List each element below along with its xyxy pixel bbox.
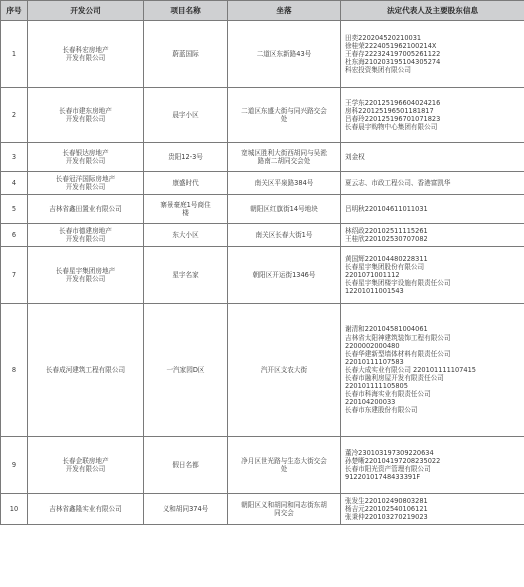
location-cell — [228, 195, 341, 224]
info-cell-line: 王桂欣220102530707082 — [345, 235, 428, 243]
project-cell — [144, 143, 228, 172]
project-cell-line: 晨宇小区 — [172, 110, 199, 119]
project-cell-line: 一汽家园D区 — [166, 365, 205, 374]
row-index: 8 — [1, 304, 28, 437]
developer-cell — [28, 172, 144, 195]
developer-cell — [28, 21, 144, 88]
info-cell-line: 黄国辉220104480228311 — [345, 254, 428, 263]
header-location: 坐落 — [228, 1, 341, 21]
info-cell-line: 杜东海210203195104305274 — [345, 58, 441, 67]
location-cell — [228, 304, 341, 437]
location-cell — [228, 143, 341, 172]
developer-cell-line: 吉林省鑫隆实业有限公司 — [49, 504, 122, 513]
developer-cell-line: 长春冠洋国际房地产 — [55, 174, 116, 183]
project-cell-line: 贵阳12-3号 — [168, 152, 203, 161]
info-cell-line: 长春市东建股份有限公司 — [345, 406, 418, 415]
location-cell — [228, 224, 341, 247]
developer-cell-line: 开发有限公司 — [65, 54, 106, 62]
row-index: 4 — [1, 172, 28, 195]
project-cell-line: 蔚蓝国际 — [172, 49, 199, 58]
location-cell — [228, 437, 341, 494]
developer-cell-line: 长春市建东房地产 — [59, 106, 112, 115]
header-index: 序号 — [1, 1, 28, 21]
info-cell — [341, 224, 524, 247]
location-cell-line: 净月区世光路与生态大街交会 — [241, 456, 327, 465]
info-cell-line: 林绍政220102511115261 — [345, 226, 428, 235]
info-cell-line: 科宏投资集团有限公司 — [345, 66, 411, 75]
info-cell — [341, 494, 524, 525]
row-index: 5 — [1, 195, 28, 224]
table-row — [1, 88, 524, 143]
location-cell — [228, 21, 341, 88]
info-cell-line: 22010111107583 — [345, 357, 404, 366]
developer-cell-line: 长春科宏房地产 — [62, 45, 109, 54]
info-cell — [341, 247, 524, 304]
info-cell-line: 长春华建新型墙体材料有限责任公司 — [345, 349, 451, 358]
location-cell — [228, 88, 341, 143]
project-cell-line: 楼 — [182, 209, 189, 217]
info-cell-line: 夏云志、市政工程公司、香港富凯华 — [345, 178, 451, 187]
info-cell-line: 吕明秋220104611011031 — [345, 204, 428, 213]
project-cell-line: 星宇名家 — [172, 270, 199, 279]
info-cell-line: 长春星宇集团股份有限公司 — [345, 262, 425, 271]
table-row — [1, 195, 524, 224]
table-row — [1, 494, 524, 525]
info-cell-line: 刘金权 — [345, 152, 365, 161]
info-cell-line: 长春星宇集团楼宇设施有限责任公司 — [345, 279, 451, 288]
info-cell — [341, 21, 524, 88]
info-cell-line: 杨吉元220102540106121 — [345, 504, 428, 513]
project-cell — [144, 494, 228, 525]
project-cell — [144, 304, 228, 437]
header-project: 项目名称 — [144, 1, 228, 21]
location-cell-line: 同交会 — [274, 509, 294, 517]
project-cell — [144, 21, 228, 88]
developer-cell — [28, 247, 144, 304]
location-cell-line: 朝阳区开运街1346号 — [252, 270, 316, 279]
developer-cell-line: 开发有限公司 — [65, 183, 106, 191]
info-cell-line: 张发生220102490803281 — [345, 496, 428, 505]
info-cell — [341, 172, 524, 195]
developer-cell-line: 开发有限公司 — [65, 275, 106, 283]
table-row — [1, 437, 524, 494]
location-cell-line: 南关区平泉路384号 — [254, 178, 314, 187]
info-cell-line: 田奕220204520210031 — [345, 33, 422, 42]
info-cell-line: 董冷230103197309220634 — [345, 448, 434, 457]
developer-cell-line: 吉林省鑫田置业有限公司 — [49, 204, 122, 213]
developer-cell-line: 开发有限公司 — [65, 115, 106, 123]
project-cell-line: 寨景豪庭1号商住 — [160, 200, 211, 209]
info-cell-line: 张秉仲220103270219023 — [345, 513, 428, 522]
table-row — [1, 224, 524, 247]
developer-cell — [28, 304, 144, 437]
info-cell-line: 房科220125196501181817 — [345, 106, 434, 115]
developer-cell-line: 开发有限公司 — [65, 235, 106, 243]
location-cell — [228, 247, 341, 304]
location-cell-line: 朝阳区红旗街14号地块 — [250, 204, 318, 213]
location-cell-line: 汽开区支农大街 — [260, 365, 308, 374]
location-cell-line: 二道区东盛大街与同兴路交会 — [241, 106, 327, 115]
info-cell-line: 长春晨宇购物中心集团有限公司 — [345, 123, 438, 132]
header-info: 法定代表人及主要股东信息 — [341, 1, 524, 21]
info-cell — [341, 88, 524, 143]
info-cell-line: 91220101748433391F — [345, 473, 421, 482]
project-cell — [144, 224, 228, 247]
developer-cell — [28, 143, 144, 172]
info-cell-line: 12201011001543 — [345, 287, 404, 296]
header-row — [1, 1, 524, 21]
developer-cell — [28, 88, 144, 143]
table-row — [1, 304, 524, 437]
developer-cell-line: 长春企联房地产 — [62, 456, 109, 465]
developer-cell — [28, 437, 144, 494]
info-cell-line: 长春市融利房屋开发有限责任公司 — [345, 374, 444, 383]
location-cell-line: 朝阳区义和胡同和同志街东胡 — [241, 500, 327, 509]
info-cell-line: 孙楚晰220104197208235022 — [345, 456, 441, 465]
info-cell-line: 徐桂荣2224051962100214X — [345, 41, 437, 50]
info-cell-line: 2200002000480 — [345, 341, 400, 350]
info-cell-line: 长春市阳光资产管理有限公司 — [345, 465, 431, 473]
info-cell — [341, 437, 524, 494]
location-cell-line: 南关区长春大街1号 — [255, 230, 313, 239]
row-index: 7 — [1, 247, 28, 304]
info-cell — [341, 304, 524, 437]
project-cell-line: 东大小区 — [172, 230, 199, 239]
project-cell-line: 康盛时代 — [172, 178, 199, 187]
table-row — [1, 172, 524, 195]
info-cell — [341, 143, 524, 172]
developer-cell — [28, 224, 144, 247]
developer-cell-line: 长春成河建筑工程有限公司 — [45, 365, 126, 374]
info-cell-line: 长春市科海实业有限责任公司 — [345, 390, 431, 399]
location-cell-line: 处 — [280, 465, 288, 473]
row-index: 9 — [1, 437, 28, 494]
header-developer: 开发公司 — [28, 1, 144, 21]
info-cell-line: 吕春玲220125196701071823 — [345, 115, 441, 123]
info-cell — [341, 195, 524, 224]
location-cell-line: 宽城区胜利大街西胡同与吴淞 — [241, 148, 327, 157]
project-cell-line: 义和胡同374号 — [162, 504, 209, 513]
table-row — [1, 21, 524, 88]
project-cell — [144, 172, 228, 195]
location-cell — [228, 172, 341, 195]
info-cell-line: 王春存222324197005261122 — [345, 49, 441, 58]
developer-cell — [28, 195, 144, 224]
project-cell — [144, 195, 228, 224]
project-cell — [144, 247, 228, 304]
info-cell-line: 长春大成实业有限公司 220101111107415 — [345, 365, 476, 374]
table-row — [1, 247, 524, 304]
project-cell — [144, 437, 228, 494]
row-index: 10 — [1, 494, 28, 525]
row-index: 2 — [1, 88, 28, 143]
developer-cell-line: 开发有限公司 — [65, 465, 106, 473]
table-row — [1, 143, 524, 172]
location-cell-line: 路南二胡同交会处 — [257, 157, 311, 165]
info-cell-line: 220101111105805 — [345, 382, 408, 391]
location-cell-line: 处 — [280, 115, 288, 123]
info-cell-line: 吉林省太阳神建筑装饰工程有限公司 — [345, 333, 451, 342]
row-index: 1 — [1, 21, 28, 88]
developer-cell — [28, 494, 144, 525]
row-index: 6 — [1, 224, 28, 247]
project-cell — [144, 88, 228, 143]
project-cell-line: 假日名都 — [172, 460, 199, 469]
info-cell-line: 王学东220125196604024216 — [345, 98, 441, 107]
developer-cell-line: 开发有限公司 — [65, 157, 106, 165]
developer-cell-line: 长春银达房地产 — [62, 148, 109, 157]
location-cell — [228, 494, 341, 525]
info-cell-line: 220104200033 — [345, 398, 396, 407]
developer-cell-line: 长春星宇集团房地产 — [55, 266, 116, 275]
location-cell-line: 二道区东新路43号 — [256, 49, 312, 58]
info-cell-line: 谢清和220104581004061 — [345, 325, 428, 334]
info-cell-line: 2201071001112 — [345, 270, 400, 279]
developer-cell-line: 长春市德建房地产 — [59, 226, 112, 235]
row-index: 3 — [1, 143, 28, 172]
